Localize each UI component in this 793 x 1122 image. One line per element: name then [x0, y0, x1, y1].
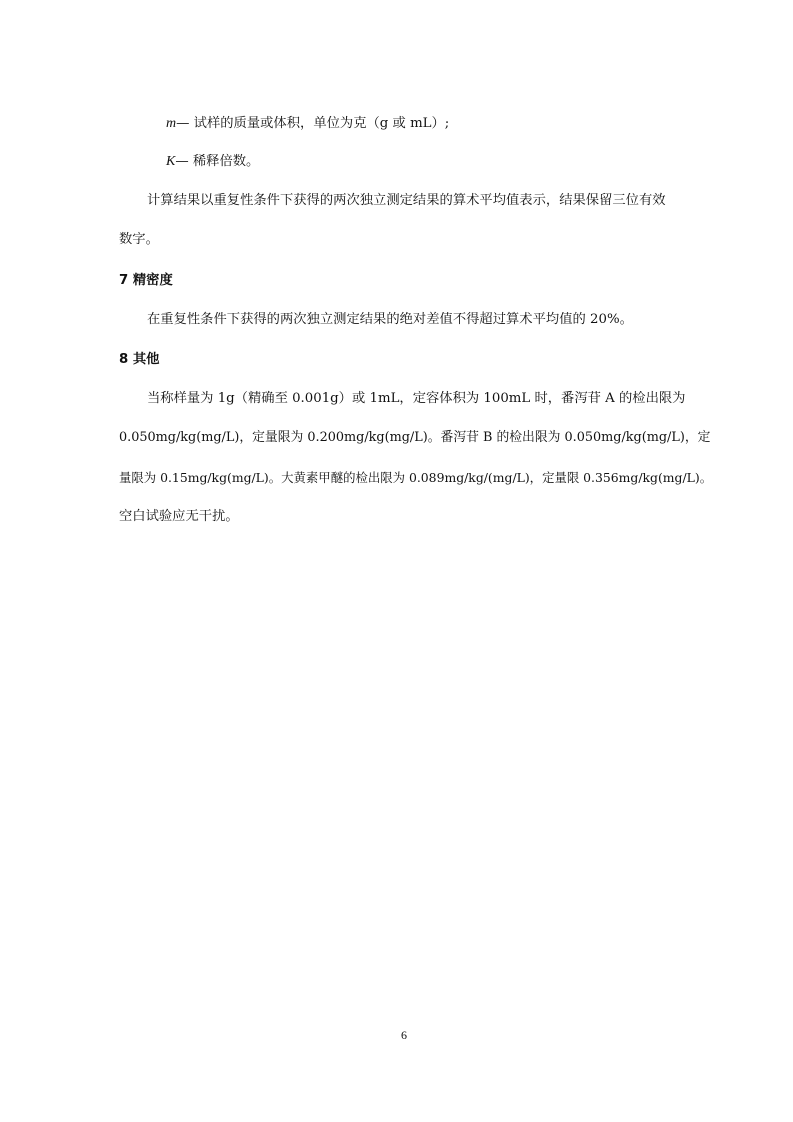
definition-dash: —: [175, 154, 189, 169]
section-8-line3: 量限为 0.15mg/kg(mg/L)。大黄素甲醚的检出限为 0.089mg/kg/(mg/L)，定量限 0.356mg/kg(mg/L)。: [119, 470, 713, 485]
section-8-line2: 0.050mg/kg(mg/L)，定量限为 0.200mg/kg(mg/L)。番泻苷 B 的检出限为 0.050mg/kg(mg/L)，定: [119, 430, 711, 445]
definition-text: 稀释倍数。: [192, 154, 260, 169]
definition-k: [166, 153, 259, 171]
definition-dash: —: [176, 116, 190, 131]
calc-paragraph-line2: 数字。: [119, 232, 159, 247]
symbol-m: m: [166, 116, 177, 131]
section-7-heading: 7 精密度: [119, 273, 173, 288]
section-8-line1: 当称样量为 1g（精确至 0.001g）或 1mL，定容体积为 100mL 时，番泻苷 A 的检出限为: [147, 391, 686, 406]
definition-m: [166, 115, 449, 133]
section-8-line4: 空白试验应无干扰。: [119, 509, 239, 524]
section-7-text: 在重复性条件下获得的两次独立测定结果的绝对差值不得超过算术平均值的 20%。: [147, 312, 633, 327]
definition-text: 试样的质量或体积，单位为克（g 或 mL）;: [193, 116, 450, 131]
section-8-heading: 8 其他: [119, 352, 160, 367]
symbol-k: K: [166, 154, 176, 169]
page-number: 6: [401, 1028, 407, 1042]
calc-paragraph-line1: 计算结果以重复性条件下获得的两次独立测定结果的算术平均值表示，结果保留三位有效: [147, 193, 666, 208]
